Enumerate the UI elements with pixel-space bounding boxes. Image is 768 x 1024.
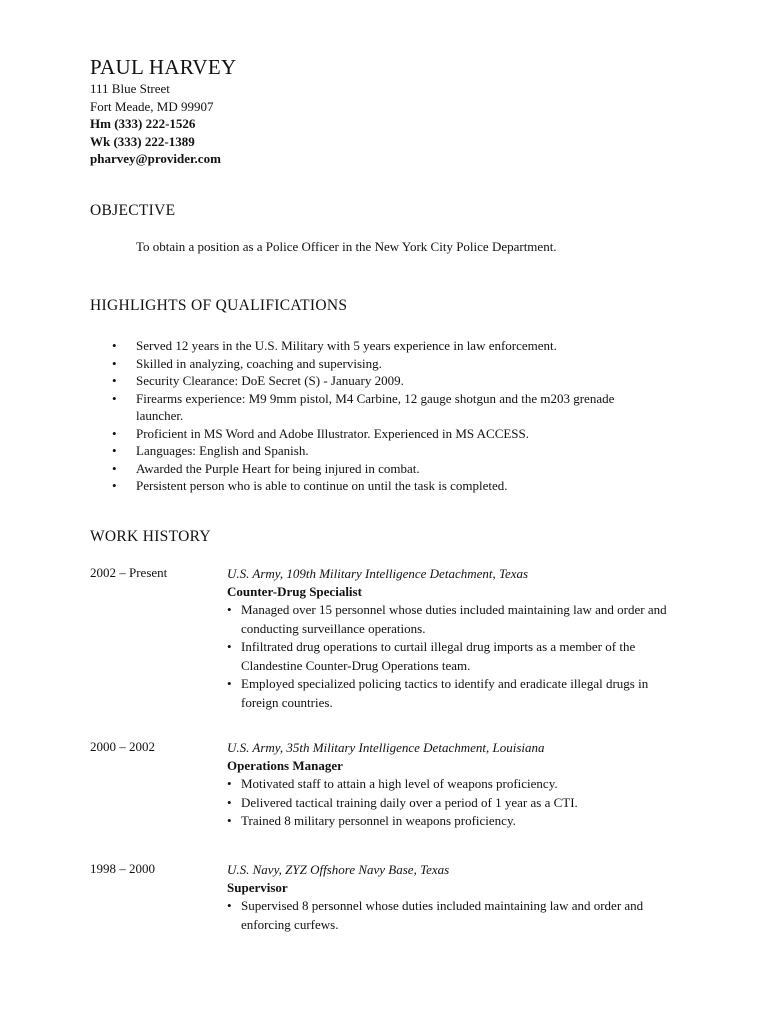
job-duty — [227, 675, 687, 712]
job-duty-text: Delivered tactical training daily over a period of 1 year as a CTI. — [241, 794, 578, 810]
city-state-zip: Fort Meade, MD 99907 — [90, 98, 214, 114]
highlight-item — [112, 390, 616, 425]
contact-block — [90, 80, 221, 168]
job-role: Operations Manager — [227, 758, 343, 773]
highlights-list — [112, 337, 652, 495]
objective-text: To obtain a position as a Police Officer in the New York City Police Department. — [136, 239, 557, 254]
work-history-heading: WORK HISTORY — [90, 528, 211, 545]
job-duty — [227, 897, 687, 934]
bullet-icon: • — [112, 390, 117, 406]
job-duty — [227, 775, 687, 794]
highlight-item — [112, 425, 652, 443]
job-detail — [227, 861, 687, 934]
objective-heading: OBJECTIVE — [90, 202, 176, 219]
highlight-text: Served 12 years in the U.S. Military with 5 years experience in law enforcement. — [136, 338, 557, 353]
job-duty-text: Trained 8 military personnel in weapons proficiency. — [241, 813, 516, 828]
home-phone: Hm (333) 222-1526 — [90, 116, 196, 131]
highlight-text: Firearms experience: M9 9mm pistol, M4 Carbine, 12 gauge shotgun and the m203 grenade launcher. — [136, 390, 615, 423]
job-dates: 2002 – Present — [90, 565, 168, 580]
job-duties-list — [227, 601, 687, 712]
bullet-icon: • — [112, 338, 117, 353]
highlight-text: Awarded the Purple Heart for being injured in combat. — [136, 460, 420, 476]
highlight-item — [112, 337, 652, 355]
job-detail — [227, 739, 687, 831]
job-role: Supervisor — [227, 880, 288, 895]
work-phone: Wk (333) 222-1389 — [90, 133, 195, 149]
bullet-icon: • — [227, 602, 232, 617]
job-employer: U.S. Army, 109th Military Intelligence Detachment, Texas — [227, 566, 529, 581]
job-duties-list — [227, 897, 687, 934]
bullet-icon: • — [227, 813, 232, 828]
bullet-icon: • — [227, 639, 232, 654]
job-duty-text: Managed over 15 personnel whose duties included maintaining law and order and conducting surveillance operations. — [241, 602, 667, 636]
job-duty — [227, 601, 687, 638]
bullet-icon: • — [227, 898, 232, 913]
job-duty — [227, 638, 687, 675]
highlight-text: Skilled in analyzing, coaching and supervising. — [136, 355, 382, 371]
highlight-text: Persistent person who is able to continue on until the task is completed. — [136, 478, 508, 493]
job-duty — [227, 794, 687, 813]
bullet-icon: • — [112, 355, 117, 371]
highlight-item — [112, 460, 652, 478]
highlights-heading: HIGHLIGHTS OF QUALIFICATIONS — [90, 297, 348, 314]
bullet-icon: • — [112, 460, 117, 476]
highlight-item — [112, 355, 652, 373]
highlight-text: Languages: English and Spanish. — [136, 443, 309, 458]
job-duty-text: Infiltrated drug operations to curtail illegal drug imports as a member of the Clandestine Counter-Drug Operations team. — [241, 639, 636, 673]
job-duty-text: Motivated staff to attain a high level of weapons proficiency. — [241, 776, 558, 791]
job-duty-text: Supervised 8 personnel whose duties included maintaining law and order and enforcing curfews. — [241, 898, 644, 932]
street-address: 111 Blue Street — [90, 81, 170, 96]
job-dates: 1998 – 2000 — [90, 861, 155, 876]
job-employer: U.S. Navy, ZYZ Offshore Navy Base, Texas — [227, 862, 450, 877]
job-duty — [227, 812, 687, 831]
job-duty-text: Employed specialized policing tactics to identify and eradicate illegal drugs in foreign countries. — [241, 676, 649, 710]
job-duties-list — [227, 775, 687, 831]
job-employer: U.S. Army, 35th Military Intelligence Detachment, Louisiana — [227, 740, 545, 755]
highlight-item — [112, 477, 652, 495]
highlight-item — [112, 372, 652, 390]
bullet-icon: • — [227, 676, 232, 691]
bullet-icon: • — [112, 373, 117, 388]
bullet-icon: • — [112, 443, 117, 458]
job-dates: 2000 – 2002 — [90, 739, 155, 754]
highlight-text: Proficient in MS Word and Adobe Illustrator. Experienced in MS ACCESS. — [136, 425, 530, 441]
highlight-text: Security Clearance: DoE Secret (S) - January 2009. — [136, 373, 404, 388]
applicant-name: PAUL HARVEY — [90, 55, 237, 79]
job-detail — [227, 565, 687, 712]
bullet-icon: • — [112, 478, 117, 493]
bullet-icon: • — [227, 794, 232, 810]
email-address: pharvey@provider.com — [90, 151, 221, 166]
job-role: Counter-Drug Specialist — [227, 584, 362, 599]
bullet-icon: • — [227, 776, 232, 791]
highlight-item — [112, 442, 652, 460]
bullet-icon: • — [112, 425, 117, 441]
